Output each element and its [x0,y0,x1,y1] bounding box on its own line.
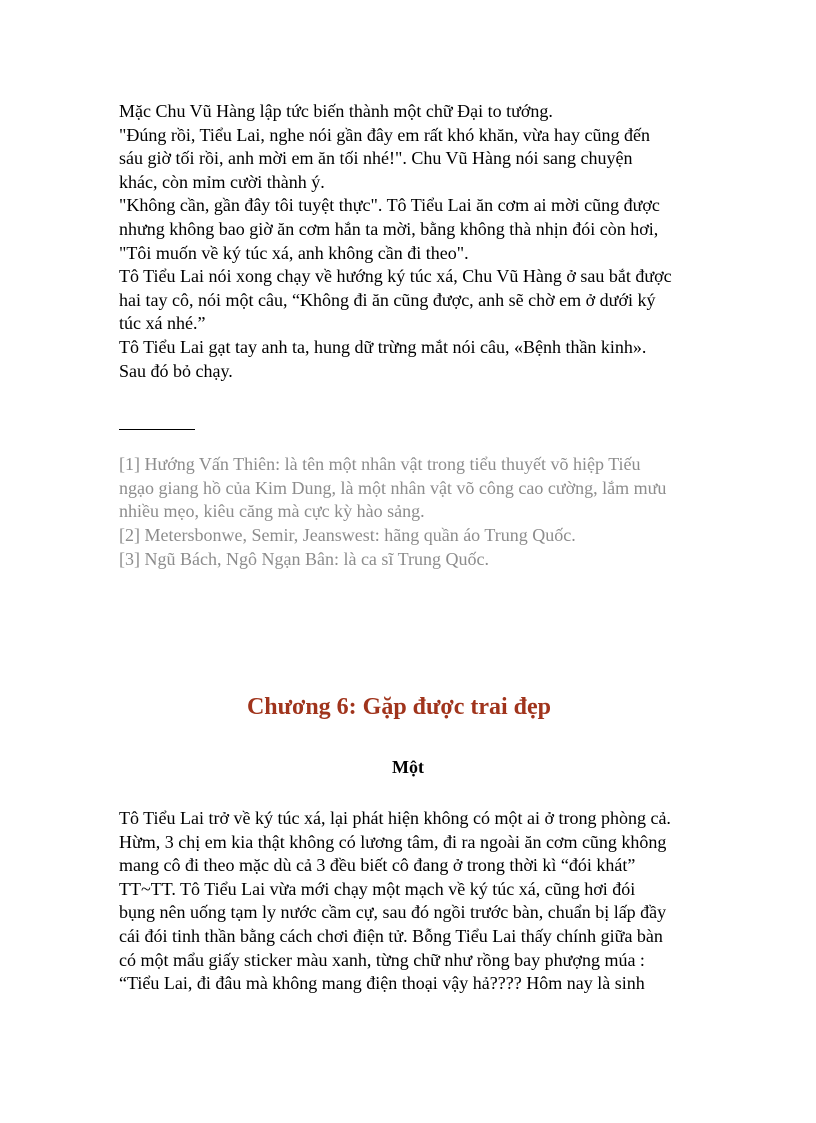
document-page [119,100,709,996]
text-line: sáu giờ tối rồi, anh mời em ăn tối nhé!". Chu Vũ Hàng nói sang chuyện [119,148,633,169]
footnote-line: nhiều mẹo, kiêu căng mà cực kỳ hào sảng. [119,501,425,522]
text-line: Sau đó bỏ chạy. [119,360,233,381]
section-title: Một [392,757,424,778]
text-line: bụng nên uống tạm ly nước cầm cự, sau đó ngồi trước bàn, chuẩn bị lấp đầy [119,902,667,923]
chapter-body [119,807,709,996]
text-line: "Đúng rồi, Tiểu Lai, nghe nói gần đây em rất khó khăn, vừa hay cũng đến [119,124,650,145]
text-line: Tô Tiểu Lai gạt tay anh ta, hung dữ trừng mắt nói câu, «Bệnh thần kinh». [119,336,647,357]
footnote-line: [1] Hướng Vấn Thiên: là tên một nhân vật trong tiểu thuyết võ hiệp Tiếu [119,454,641,475]
chapter-title: Chương 6: Gặp được trai đẹp [246,694,552,721]
text-line: "Tôi muốn về ký túc xá, anh không cần đi theo". [119,242,469,263]
text-line: mang cô đi theo mặc dù cả 3 đều biết cô đang ở trong thời kì “đói khát” [119,855,636,876]
text-line: Tô Tiểu Lai nói xong chạy về hướng ký túc xá, Chu Vũ Hàng ở sau bắt được [119,266,672,287]
footnote-line: ngạo giang hồ của Kim Dung, là một nhân vật võ công cao cường, lắm mưu [119,477,667,498]
footnote-line: [2] Metersbonwe, Semir, Jeanswest: hãng quần áo Trung Quốc. [119,524,576,545]
text-line: "Không cần, gần đây tôi tuyệt thực". Tô Tiểu Lai ăn cơm ai mời cũng được [119,195,660,216]
text-line: khác, còn mỉm cười thành ý. [119,171,325,192]
intro-text [119,100,709,383]
text-line: Hừm, 3 chị em kia thật không có lương tâm, đi ra ngoài ăn cơm cũng không [119,831,667,852]
text-line: nhưng không bao giờ ăn cơm hắn ta mời, bằng không thà nhịn đói còn hơi, [119,218,659,239]
footnotes [119,453,709,571]
text-line: túc xá nhé.” [119,313,206,334]
text-line: hai tay cô, nói một câu, “Không đi ăn cũng được, anh sẽ chờ em ở dưới ký [119,289,656,310]
text-line: có một mẩu giấy sticker màu xanh, từng chữ như rồng bay phượng múa : [119,949,645,970]
text-line: Mặc Chu Vũ Hàng lập tức biến thành một chữ Đại to tướng. [119,101,553,121]
text-line: TT~TT. Tô Tiểu Lai vừa mới chạy một mạch về ký túc xá, cũng hơi đói [119,878,636,899]
text-line: Tô Tiểu Lai trở về ký túc xá, lại phát hiện không có một ai ở trong phòng cả. [119,808,671,829]
text-line: cái đói tinh thần bằng cách chơi điện tử. Bỗng Tiểu Lai thấy chính giữa bàn [119,926,663,947]
text-line: “Tiểu Lai, đi đâu mà không mang điện thoại vậy hả???? Hôm nay là sinh [119,973,645,994]
footnote-line: [3] Ngũ Bách, Ngô Ngạn Bân: là ca sĩ Trung Quốc. [119,548,489,569]
footnote-separator [119,429,195,430]
